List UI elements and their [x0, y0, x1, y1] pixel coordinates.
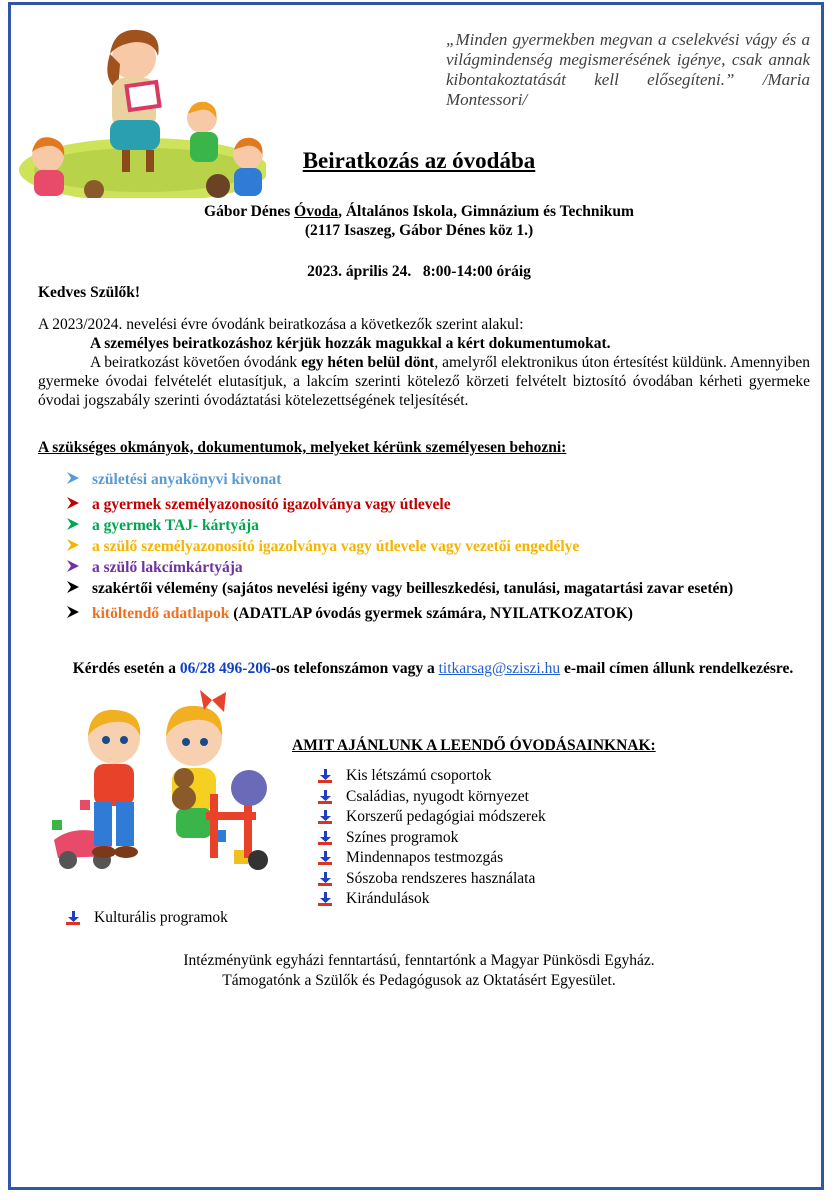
offer-item	[318, 869, 546, 890]
footer-line-2: Támogatónk a Szülők és Pedagógusok az Oktatásért Egyesület.	[222, 972, 616, 989]
document-item	[66, 495, 812, 514]
offer-item-label: Színes programok	[346, 828, 459, 846]
email-link[interactable]: titkarsag@sziszi.hu	[438, 660, 561, 677]
institution-name: Gábor Dénes Óvoda, Általános Iskola, Gimnázium és Technikum	[204, 203, 634, 220]
arrow-right-icon	[66, 559, 80, 573]
document-item	[66, 558, 812, 577]
offer-item	[318, 889, 546, 910]
document-item-label: (ADATLAP óvodás gyermek számára, NYILATKOZATOK)	[229, 605, 633, 622]
arrow-right-icon	[66, 496, 80, 510]
offer-item	[318, 807, 546, 828]
kids-playing-illustration	[44, 690, 276, 882]
offers-heading: AMIT AJÁNLUNK A LEENDŐ ÓVODÁSAINKNAK:	[292, 737, 656, 754]
document-item	[66, 516, 812, 535]
document-item-label: a szülő személyazonosító igazolványa vagy útlevele vagy vezetői engedélye	[92, 538, 580, 555]
document-item-highlight: kitöltendő adatlapok	[92, 605, 230, 622]
document-item	[66, 537, 812, 556]
offer-item-label: Sószoba rendszeres használata	[346, 869, 536, 887]
offer-item-label: Korszerű pedagógiai módszerek	[346, 808, 546, 825]
arrow-right-icon	[66, 580, 80, 594]
offer-item	[318, 848, 546, 869]
document-item	[66, 579, 812, 598]
document-item-label: a gyermek TAJ- kártyája	[92, 517, 259, 534]
offer-item	[318, 828, 546, 849]
documents-list	[66, 470, 812, 625]
offer-item-label: Családias, nyugodt környezet	[346, 787, 529, 805]
montessori-quote: „Minden gyermekben megvan a cselekvési vágy és a világmindenség megismerésének igénye, csak annak kibontakoztatását kell elősegíteni.” /Maria Montessori/	[446, 30, 810, 109]
arrow-right-icon	[66, 538, 80, 552]
document-item-label: születési anyakönyvi kivonat	[92, 471, 282, 488]
down-arrow-bullet-icon	[318, 769, 332, 783]
arrow-right-icon	[66, 517, 80, 531]
down-arrow-bullet-icon	[318, 810, 332, 824]
intro-line-1: A 2023/2024. nevelési évre óvodánk beiratkozása a következők szerint alakul:	[38, 316, 524, 333]
document-item-label: a gyermek személyazonosító igazolványa vagy útlevele	[92, 496, 451, 513]
offer-item-label: Kirándulások	[346, 890, 430, 907]
down-arrow-bullet-icon	[318, 790, 332, 804]
phone-number: 06/28 496-206	[179, 660, 271, 677]
intro-line-2: A személyes beiratkozáshoz kérjük hozzák magukkal a kért dokumentumokat.	[90, 335, 611, 352]
page-title: Beiratkozás az óvodába	[302, 148, 536, 173]
down-arrow-bullet-icon	[318, 831, 332, 845]
institution-address: (2117 Isaszeg, Gábor Dénes köz 1.)	[304, 222, 534, 239]
offers-list	[318, 766, 546, 910]
offer-item-extra: Kulturális programok	[66, 908, 228, 929]
down-arrow-bullet-icon	[66, 911, 80, 925]
document-item-label: a szülő lakcímkártyája	[92, 559, 243, 576]
contact-info: Kérdés esetén a 06/28 496-206-os telefonszámon vagy a titkarsag@sziszi.hu e-mail címen állunk rendelkezésre.	[72, 660, 794, 677]
document-item	[66, 470, 812, 489]
enrollment-date: 2023. április 24. 8:00-14:00 óráig	[307, 263, 531, 280]
arrow-right-icon	[66, 605, 80, 619]
offer-item-label: Kis létszámú csoportok	[346, 767, 492, 784]
arrow-right-icon	[66, 471, 80, 485]
offer-item	[318, 766, 546, 787]
footer	[0, 951, 838, 991]
offer-item-label: Mindennapos testmozgás	[346, 849, 504, 866]
offer-item	[318, 787, 546, 808]
salutation: Kedves Szülők!	[38, 284, 141, 301]
documents-heading: A szükséges okmányok, dokumentumok, melyeket kérünk személyesen behozni:	[38, 439, 567, 456]
intro-paragraph: A beiratkozást követően óvodánk egy héten belül dönt, amelyről elektronikus úton értesítést küldünk. Amennyiben gyermeke óvodai felvételét elutasítjuk, a lakcím szerinti kötelező körzeti felvételt biztosító óvodában kérheti gyermeke óvodai jogszabály szerinti óvodáztatási kötelezettségének teljesítését.	[38, 354, 810, 409]
document-item	[66, 604, 812, 623]
document-item-label: szakértői vélemény (sajátos nevelési igény vagy beilleszkedési, tanulási, magatartási zavar esetén)	[92, 580, 734, 597]
footer-line-1: Intézményünk egyházi fenntartású, fenntartónk a Magyar Pünkösdi Egyház.	[183, 952, 655, 969]
down-arrow-bullet-icon	[318, 872, 332, 886]
intro-text	[38, 315, 810, 410]
down-arrow-bullet-icon	[318, 892, 332, 906]
down-arrow-bullet-icon	[318, 851, 332, 865]
